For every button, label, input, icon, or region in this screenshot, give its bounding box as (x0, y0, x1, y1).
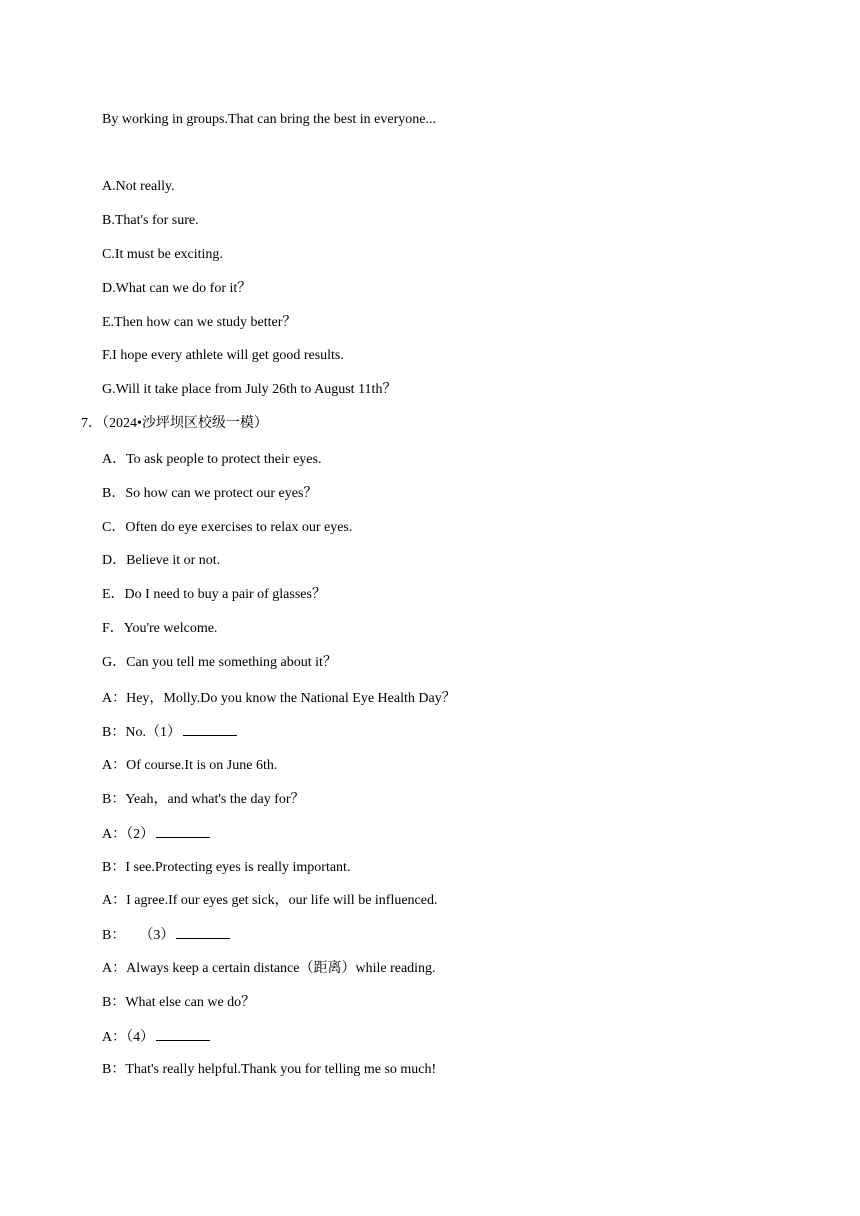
dialogue-line-blank-4 (102, 1028, 210, 1047)
question-source: （2024•沙坪坝区校级一模） (102, 416, 268, 431)
intro-line: By working in groups.That can bring the best in everyone... (102, 112, 436, 127)
answer-blank-2 (156, 825, 210, 838)
q7-option-g: G．Can you tell me something about it？ (102, 655, 337, 670)
dialogue-line-blank-1 (102, 723, 237, 742)
answer-blank-4 (156, 1028, 210, 1041)
dialogue-line: B： (102, 928, 126, 943)
q6-option-d: D.What can we do for it？ (102, 281, 252, 296)
dialogue-line: A：Of course.It is on June 6th. (102, 758, 278, 773)
q7-option-f: F．You're welcome. (102, 621, 218, 636)
q6-option-e: E.Then how can we study better？ (102, 315, 297, 330)
dialogue-line: B：What else can we do？ (102, 995, 256, 1010)
q7-option-c: C．Often do eye exercises to relax our eyes. (102, 520, 353, 535)
q6-option-a: A.Not really. (102, 179, 175, 194)
dialogue-line: B：No.（1） (102, 725, 181, 740)
answer-blank-1 (183, 723, 237, 736)
dialogue-line: B：That's really helpful.Thank you for telling me so much! (102, 1062, 437, 1077)
q6-option-c: C.It must be exciting. (102, 247, 223, 262)
dialogue-line: A：I agree.If our eyes get sick，our life will be influenced. (102, 893, 438, 908)
dialogue-line-blank-3 (102, 926, 230, 945)
dialogue-line: A：（2） (102, 827, 155, 842)
q7-option-d: D．Believe it or not. (102, 553, 221, 568)
q7-option-e: E．Do I need to buy a pair of glasses？ (102, 587, 326, 602)
dialogue-line: A：Always keep a certain distance（距离）while reading. (102, 961, 436, 976)
dialogue-line: A：Hey，Molly.Do you know the National Eye Health Day？ (102, 691, 456, 706)
dialogue-line: B：Yeah，and what's the day for？ (102, 792, 305, 807)
dialogue-line: A：（4） (102, 1030, 155, 1045)
answer-blank-3 (176, 926, 230, 939)
q6-option-b: B.That's for sure. (102, 213, 199, 228)
blank-3-label: （3） (139, 928, 175, 943)
dialogue-line-blank-2 (102, 825, 210, 844)
q6-option-f: F.I hope every athlete will get good results. (102, 348, 344, 363)
q7-option-b: B．So how can we protect our eyes？ (102, 486, 318, 501)
dialogue-line: B：I see.Protecting eyes is really important. (102, 860, 351, 875)
q7-option-a: A．To ask people to protect their eyes. (102, 452, 322, 467)
q6-option-g: G.Will it take place from July 26th to August 11th？ (102, 382, 397, 397)
question-number: 7． (81, 416, 102, 431)
question-7-header (81, 415, 268, 433)
